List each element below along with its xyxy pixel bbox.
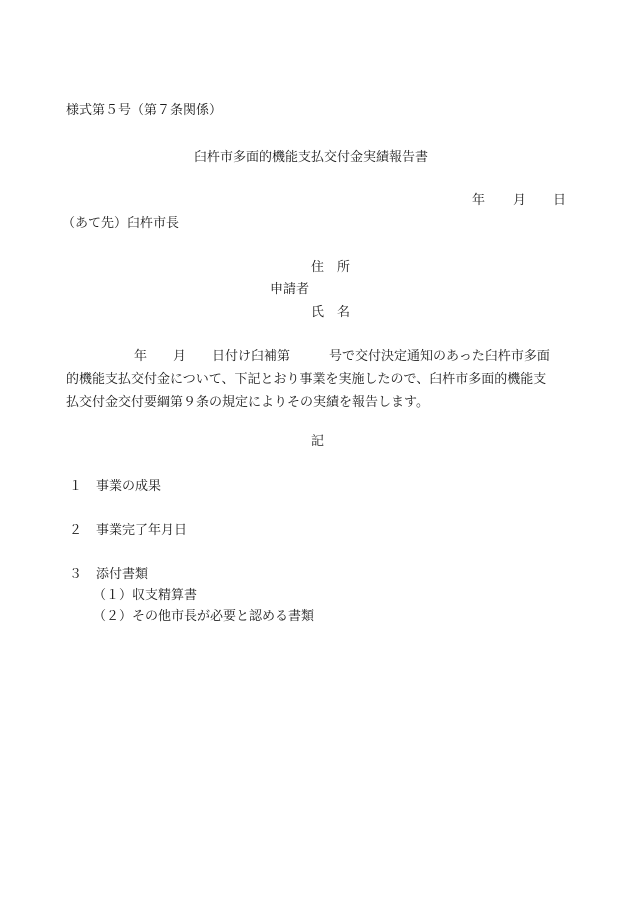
address-label: 住 所 [311, 260, 351, 275]
item-number: ２ [69, 523, 83, 538]
item-number: ３ [69, 567, 83, 582]
item-number: １ [69, 479, 83, 494]
body-line: 年 月 日付け臼補第 号で交付決定通知のあった臼杵市多面 [134, 349, 550, 364]
addressee: （あて先）臼杵市長 [62, 216, 180, 231]
document-title: 臼杵市多面的機能支払交付金実績報告書 [194, 150, 429, 165]
applicant-label: 申請者 [270, 282, 310, 297]
name-label: 氏 名 [311, 305, 351, 320]
item-label: 事業完了年月日 [96, 523, 188, 538]
body-line: 的機能支払交付金について、下記とおり事業を実施したので、臼杵市多面的機能支 [66, 372, 547, 387]
date-day: 日 [553, 193, 567, 208]
ki-heading: 記 [311, 434, 325, 449]
attachment-item: （２）その他市長が必要と認める書類 [93, 609, 315, 624]
body-paragraph [66, 345, 586, 414]
body-line: 払交付金交付要綱第９条の規定によりその実績を報告します。 [66, 395, 429, 410]
date-month: 月 [513, 193, 527, 208]
item-label: 事業の成果 [96, 479, 162, 494]
form-label: 様式第５号（第７条関係） [66, 103, 223, 118]
item-label: 添付書類 [96, 567, 149, 582]
attachment-item: （１）収支精算書 [93, 588, 198, 603]
date-year: 年 [472, 193, 486, 208]
